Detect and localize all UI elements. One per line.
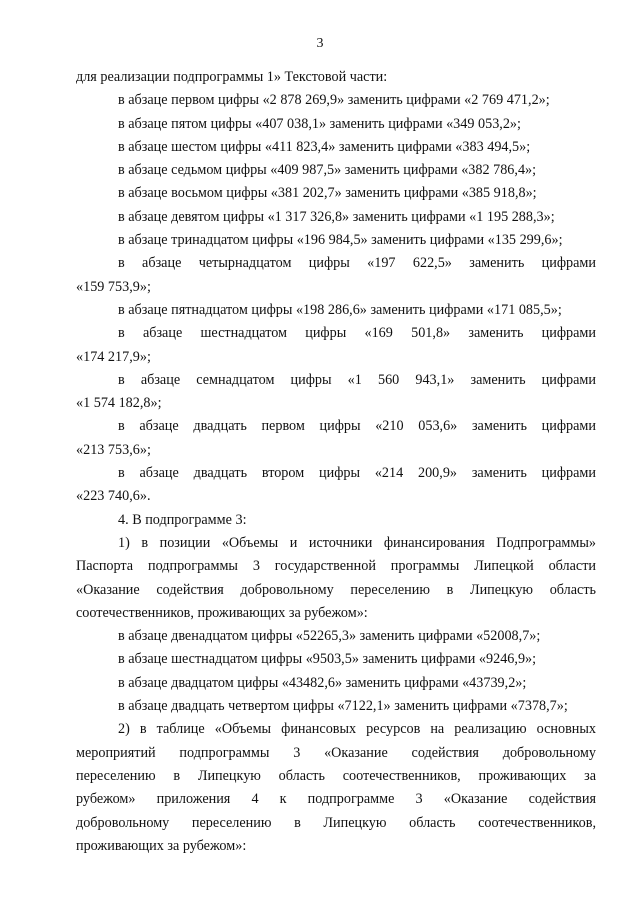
text-line: «213 753,6»; xyxy=(76,441,151,458)
text-line: в абзаце шестнадцатом цифры «9503,5» заменить цифрами «9246,9»; xyxy=(118,651,537,668)
text-line: Паспорта подпрограммы 3 государственной программы Липецкой области xyxy=(76,558,596,575)
text-line: соотечественников, проживающих за рубежом»: xyxy=(76,604,368,621)
page-number: 3 xyxy=(316,36,324,51)
text-line: для реализации подпрограммы 1» Текстовой части: xyxy=(76,69,388,85)
document-body xyxy=(76,66,596,858)
text-line: в абзаце двенадцатом цифры «52265,3» заменить цифрами «52008,7»; xyxy=(118,628,541,645)
text-line: в абзаце двадцать первом цифры «210 053,6» заменить цифрами xyxy=(118,418,596,435)
text-line: «Оказание содействия добровольному переселению в Липецкую область xyxy=(76,581,596,598)
text-line: в абзаце двадцать четвертом цифры «7122,1» заменить цифрами «7378,7»; xyxy=(118,698,568,715)
text-line: проживающих за рубежом»: xyxy=(76,837,247,854)
text-line: в абзаце шестом цифры «411 823,4» заменить цифрами «383 494,5»; xyxy=(118,138,531,155)
text-line: «223 740,6». xyxy=(76,488,151,505)
text-line: в абзаце седьмом цифры «409 987,5» заменить цифрами «382 786,4»; xyxy=(118,162,537,179)
text-line: «1 574 182,8»; xyxy=(76,395,162,412)
text-line: 2) в таблице «Объемы финансовых ресурсов на реализацию основных xyxy=(118,721,596,738)
text-line: мероприятий подпрограммы 3 «Оказание содействия добровольному xyxy=(76,744,596,761)
text-line: в абзаце пятом цифры «407 038,1» заменить цифрами «349 053,2»; xyxy=(118,115,521,132)
text-line: переселению в Липецкую область соотечественников, проживающих за xyxy=(76,767,596,784)
text-line: в абзаце семнадцатом цифры «1 560 943,1» заменить цифрами xyxy=(118,371,596,388)
text-line: «174 217,9»; xyxy=(76,348,151,365)
text-line: в абзаце двадцать втором цифры «214 200,9» заменить цифрами xyxy=(118,465,596,482)
text-line: в абзаце тринадцатом цифры «196 984,5» заменить цифрами «135 299,6»; xyxy=(118,232,563,249)
text-line: добровольному переселению в Липецкую область соотечественников, xyxy=(76,814,596,831)
text-line: в абзаце первом цифры «2 878 269,9» заменить цифрами «2 769 471,2»; xyxy=(118,92,550,109)
text-line: в абзаце двадцатом цифры «43482,6» заменить цифрами «43739,2»; xyxy=(118,674,527,691)
text-line: рубежом» приложения 4 к подпрограмме 3 «Оказание содействия xyxy=(76,791,596,808)
text-line: в абзаце пятнадцатом цифры «198 286,6» заменить цифрами «171 085,5»; xyxy=(118,301,562,318)
text-line: 1) в позиции «Объемы и источники финансирования Подпрограммы» xyxy=(118,534,596,551)
text-line: 4. В подпрограмме 3: xyxy=(118,511,247,528)
text-line: в абзаце девятом цифры «1 317 326,8» заменить цифрами «1 195 288,3»; xyxy=(118,208,555,225)
text-line: в абзаце восьмом цифры «381 202,7» заменить цифрами «385 918,8»; xyxy=(118,185,537,202)
text-line: в абзаце шестнадцатом цифры «169 501,8» заменить цифрами xyxy=(118,325,596,342)
text-line: в абзаце четырнадцатом цифры «197 622,5» заменить цифрами xyxy=(118,255,596,272)
text-line: «159 753,9»; xyxy=(76,278,151,295)
